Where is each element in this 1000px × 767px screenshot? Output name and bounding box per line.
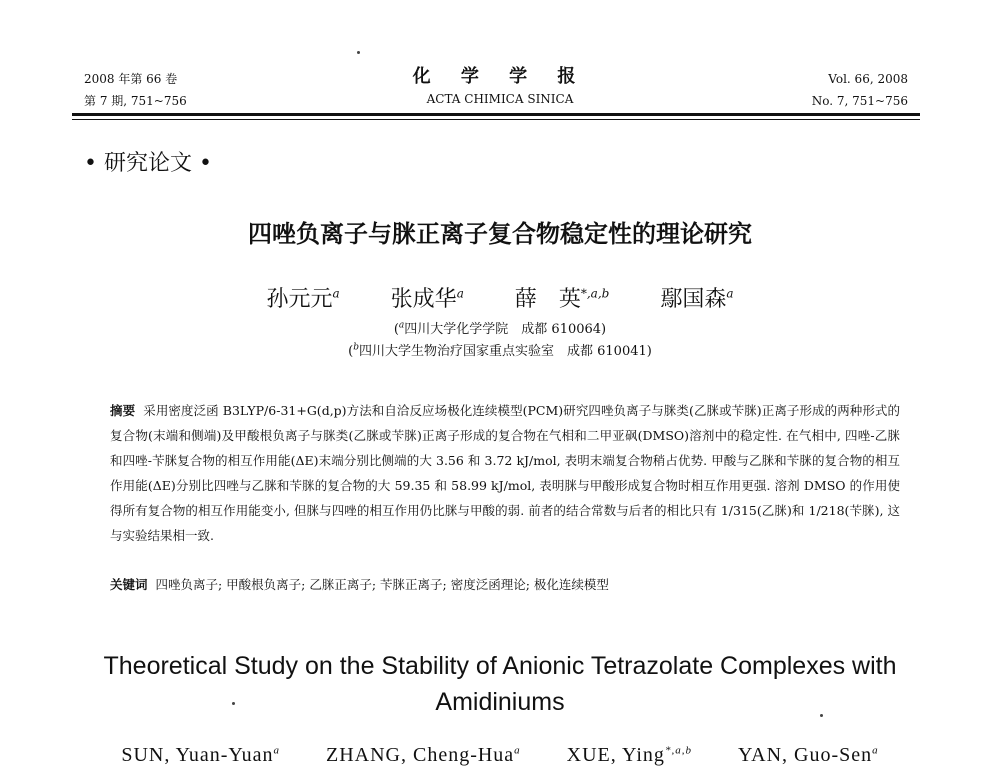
section-label: • 研究论文 •: [84, 151, 212, 176]
author: 鄢国森$^a$: [660, 286, 734, 312]
journal-title-cn: 化 学 学 报: [412, 66, 588, 87]
affiliation: ($^b$四川大学生物治疗国家重点实验室 成都 610041): [348, 342, 652, 359]
header-rule-thick: [72, 113, 920, 116]
journal-title-en: ACTA CHIMICA SINICA: [426, 92, 574, 106]
author: 薛 英$^{*,a,b}$: [514, 286, 610, 312]
author: 张成华$^a$: [390, 286, 464, 312]
scan-speck: [820, 714, 823, 717]
volume-info: 2008 年第 66 卷: [84, 72, 178, 86]
volume-info-en: Vol. 66, 2008: [828, 72, 908, 86]
author-en: SUN, Yuan-Yuan$^a$: [121, 744, 280, 766]
abstract: [110, 398, 900, 548]
abstract-text: 采用密度泛函 B3LYP/6-31+G(d,p)方法和自洽反应场极化连续模型(PCM)研究四唑负离子与脒类(乙脒或苄脒)正离子形成的两种形式的复合物(末端和侧端)及甲酸根负离子与脒类(乙脒或苄脒)正离子形成的复合物在气相和二甲亚砜(DMSO)溶剂中的稳定性. 在气相中, 四唑-乙脒和四唑-苄脒复合物的相互作用能(ΔE)末端分别比侧端的大 3.56 和 3.72 kJ/mol, 表明末端复合物稍占优势. 甲酸与乙脒和苄脒的复合物的相互作用能(ΔE)分别比四唑与乙脒和苄脒的复合物的大 59.35 和 58.99 kJ/mol, 表明脒与甲酸形成复合物时相互作用更强. 溶剂 DMSO 的作用使得所有复合物的相互作用能变小, 但脒与四唑的相互作用仍比脒与甲酸的弱. 前者的结合常数与后者的相比只有 1/315(乙脒)和 1/218(苄脒), 这与实验结果相一致.: [110, 403, 900, 543]
author-list-en: [0, 744, 1000, 767]
author-list: [0, 282, 1000, 313]
keywords-text: 四唑负离子; 甲酸根负离子; 乙脒正离子; 苄脒正离子; 密度泛函理论; 极化连续模型: [155, 577, 609, 592]
affiliation: ($^a$四川大学化学学院 成都 610064): [393, 320, 607, 337]
scan-speck: [357, 51, 360, 54]
abstract-label: 摘要: [110, 403, 136, 418]
author-en: XUE, Ying$^{*,a,b}$: [566, 744, 692, 766]
header-rule-thin: [72, 119, 920, 120]
keywords-label: 关键词: [110, 577, 148, 592]
scan-speck: [232, 702, 235, 705]
author: 孙元元$^a$: [266, 286, 340, 312]
header-right: [812, 68, 908, 112]
paper-title-cn: 四唑负离子与脒正离子复合物稳定性的理论研究: [248, 220, 752, 248]
issue-info: 第 7 期, 751~756: [84, 94, 187, 108]
paper-title-en: Theoretical Study on the Stability of Anionic Tetrazolate Complexes with Amidiniums: [103, 652, 897, 716]
author-en: ZHANG, Cheng-Hua$^a$: [325, 744, 521, 766]
issue-info-en: No. 7, 751~756: [811, 94, 908, 108]
author-en: YAN, Guo-Sen$^a$: [737, 744, 879, 766]
keywords: [110, 572, 900, 597]
